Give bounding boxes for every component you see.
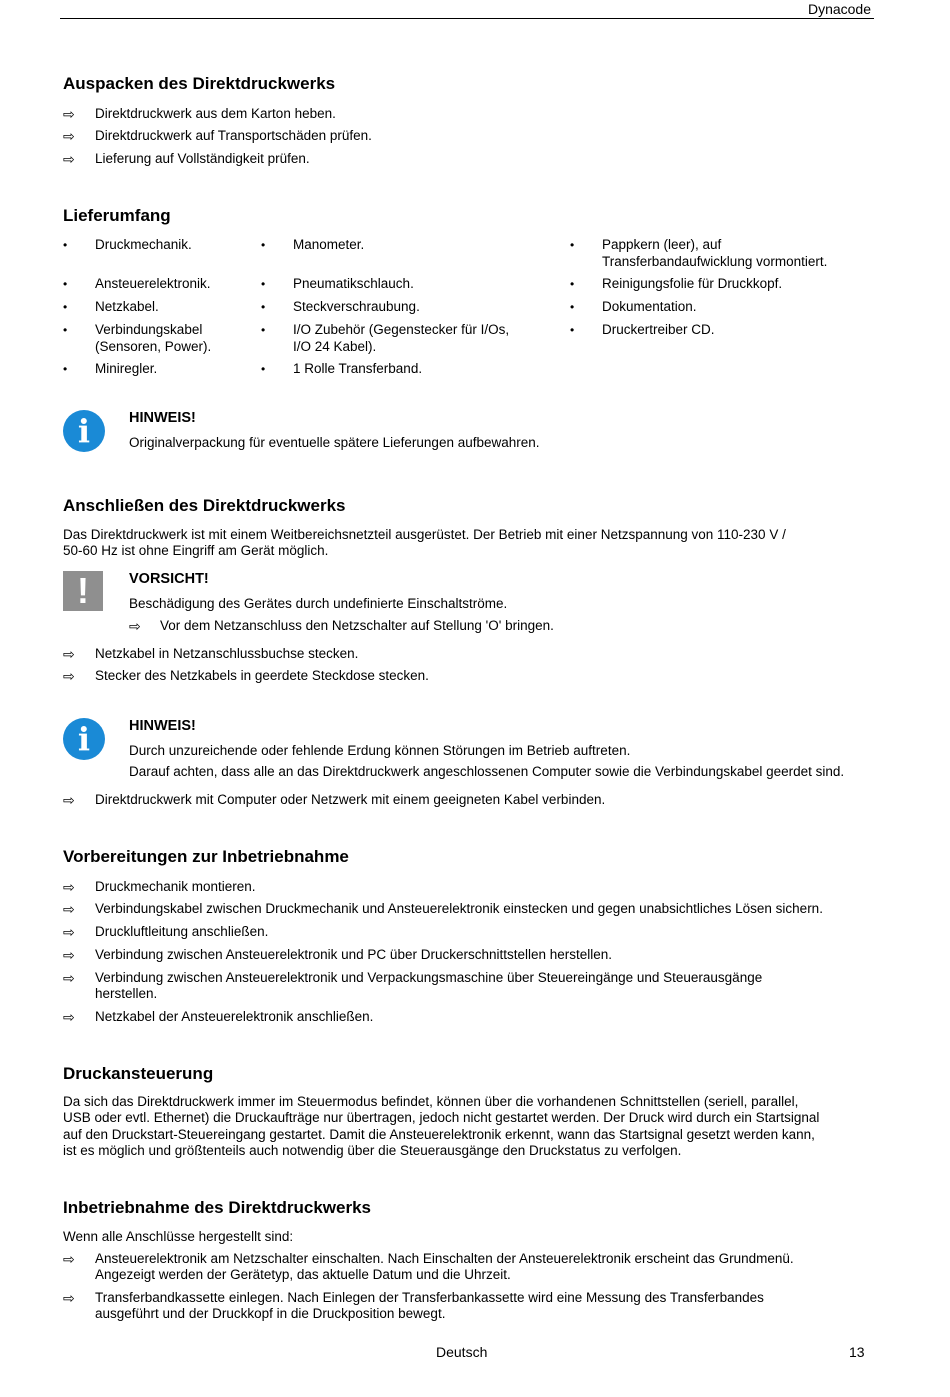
- header-rule: [60, 18, 874, 19]
- list-item: Pneumatikschlauch.: [293, 276, 414, 291]
- step-text: Netzkabel in Netzanschlussbuchse stecken.: [95, 646, 359, 661]
- caution-text: Beschädigung des Gerätes durch undefinierte Einschaltströme.: [129, 596, 508, 611]
- heading-inbetriebnahme: Inbetriebnahme des Direktdruckwerks: [63, 1198, 372, 1217]
- arrow-icon: ⇨: [63, 970, 75, 986]
- intro-text: Wenn alle Anschlüsse hergestellt sind:: [63, 1229, 294, 1244]
- list-item: Druckmechanik.: [95, 237, 192, 252]
- list-item: Netzkabel.: [95, 299, 159, 314]
- step-text: Transferbandkassette einlegen. Nach Einlegen der Transferbankassette wird eine Messung des Transferbandes: [95, 1290, 764, 1305]
- paragraph-line: 50-60 Hz ist ohne Eingriff am Gerät möglich.: [63, 543, 329, 558]
- notice-text: Originalverpackung für eventuelle spätere Lieferungen aufbewahren.: [129, 435, 540, 450]
- arrow-icon: ⇨: [129, 618, 141, 634]
- arrow-icon: ⇨: [63, 646, 75, 662]
- list-item: Pappkern (leer), auf: [602, 237, 722, 252]
- step-text: Verbindung zwischen Ansteuerelektronik und Verpackungsmaschine über Steuereingänge und Steuerausgänge: [95, 970, 763, 985]
- bullet-icon: •: [261, 362, 266, 376]
- step-text-continuation: ausgeführt und der Druckkopf in die Druckposition bewegt.: [95, 1306, 446, 1321]
- step-text: Ansteuerelektronik am Netzschalter einschalten. Nach Einschalten der Ansteuerelektronik erscheint das Grundmenü.: [95, 1251, 794, 1266]
- step-text: Verbindungskabel zwischen Druckmechanik und Ansteuerelektronik einstecken und gegen unabsichtliches Lösen sichern.: [95, 901, 823, 916]
- caution-title: VORSICHT!: [129, 571, 209, 587]
- list-item-continuation: Transferbandaufwicklung vormontiert.: [602, 254, 828, 269]
- list-item: Reinigungsfolie für Druckkopf.: [602, 276, 783, 291]
- arrow-icon: ⇨: [63, 128, 75, 144]
- step-text: Lieferung auf Vollständigkeit prüfen.: [95, 151, 310, 166]
- arrow-icon: ⇨: [63, 901, 75, 917]
- bullet-icon: •: [63, 362, 68, 376]
- bullet-icon: •: [261, 300, 266, 314]
- arrow-icon: ⇨: [63, 106, 75, 122]
- bullet-icon: •: [63, 300, 68, 314]
- step-text: Netzkabel der Ansteuerelektronik anschließen.: [95, 1009, 374, 1024]
- info-icon: i: [63, 410, 105, 452]
- heading-lieferumfang: Lieferumfang: [63, 206, 171, 225]
- arrow-icon: ⇨: [63, 151, 75, 167]
- paragraph-line: auf den Druckstart-Steuereingang gestartet. Damit die Ansteuerelektronik erkennt, wann das Startsignal gesetzt werden kann,: [63, 1127, 815, 1142]
- list-item: Ansteuerelektronik.: [95, 276, 211, 291]
- paragraph-line: USB oder evtl. Ethernet) die Druckaufträge nur übertragen, jedoch nicht gestartet werden. Der Druck wird durch ein Startsignal: [63, 1110, 820, 1125]
- list-item: 1 Rolle Transferband.: [293, 361, 423, 376]
- step-text: Direktdruckwerk auf Transportschäden prüfen.: [95, 128, 372, 143]
- notice-text: Durch unzureichende oder fehlende Erdung können Störungen im Betrieb auftreten.: [129, 743, 631, 758]
- arrow-icon: ⇨: [63, 924, 75, 940]
- list-item: Druckertreiber CD.: [602, 322, 715, 337]
- step-text-continuation: herstellen.: [95, 986, 158, 1001]
- step-text: Druckluftleitung anschließen.: [95, 924, 269, 939]
- heading-vorbereitungen: Vorbereitungen zur Inbetriebnahme: [63, 847, 349, 866]
- bullet-icon: •: [261, 238, 266, 252]
- page-number: 13: [849, 1344, 865, 1360]
- bullet-icon: •: [63, 238, 68, 252]
- paragraph-line: Das Direktdruckwerk ist mit einem Weitbereichsnetzteil ausgerüstet. Der Betrieb mit einer Netzspannung von 110-230 V /: [63, 527, 786, 542]
- list-item: Steckverschraubung.: [293, 299, 420, 314]
- arrow-icon: ⇨: [63, 792, 75, 808]
- heading-druckansteuerung: Druckansteuerung: [63, 1064, 214, 1083]
- bullet-icon: •: [63, 323, 68, 337]
- warning-icon: !: [63, 571, 103, 611]
- bullet-icon: •: [570, 300, 575, 314]
- arrow-icon: ⇨: [63, 1009, 75, 1025]
- arrow-icon: ⇨: [63, 668, 75, 684]
- heading-anschliessen: Anschließen des Direktdruckwerks: [63, 496, 346, 515]
- bullet-icon: •: [570, 277, 575, 291]
- list-item-continuation: I/O 24 Kabel).: [293, 339, 377, 354]
- notice-text: Darauf achten, dass alle an das Direktdruckwerk angeschlossenen Computer sowie die Verbindungskabel geerdet sind.: [129, 764, 845, 779]
- arrow-icon: ⇨: [63, 1290, 75, 1306]
- step-text: Druckmechanik montieren.: [95, 879, 256, 894]
- bullet-icon: •: [570, 323, 575, 337]
- list-item: Verbindungskabel: [95, 322, 203, 337]
- running-header-title: Dynacode: [807, 1, 871, 17]
- step-text-continuation: Angezeigt werden der Gerätetyp, das aktuelle Datum und die Uhrzeit.: [95, 1267, 511, 1282]
- footer-language: Deutsch: [436, 1344, 488, 1360]
- info-icon: i: [63, 718, 105, 760]
- step-text: Direktdruckwerk aus dem Karton heben.: [95, 106, 336, 121]
- paragraph-line: Da sich das Direktdruckwerk immer im Steuermodus befindet, können über die vorhandenen Schnittstellen (seriell, parallel,: [63, 1094, 799, 1109]
- paragraph-line: ist es möglich und größtenteils auch notwendig über die Steuerausgänge den Druckstatus zu verfolgen.: [63, 1143, 682, 1158]
- arrow-icon: ⇨: [63, 947, 75, 963]
- step-text: Direktdruckwerk mit Computer oder Netzwerk mit einem geeigneten Kabel verbinden.: [95, 792, 606, 807]
- step-text: Stecker des Netzkabels in geerdete Steckdose stecken.: [95, 668, 429, 683]
- bullet-icon: •: [261, 323, 266, 337]
- arrow-icon: ⇨: [63, 879, 75, 895]
- bullet-icon: •: [570, 238, 575, 252]
- arrow-icon: ⇨: [63, 1251, 75, 1267]
- list-item-continuation: (Sensoren, Power).: [95, 339, 212, 354]
- caution-step: Vor dem Netzanschluss den Netzschalter auf Stellung 'O' bringen.: [160, 618, 554, 633]
- list-item: Manometer.: [293, 237, 365, 252]
- list-item: I/O Zubehör (Gegenstecker für I/Os,: [293, 322, 510, 337]
- notice-title: HINWEIS!: [129, 718, 196, 734]
- bullet-icon: •: [63, 277, 68, 291]
- list-item: Miniregler.: [95, 361, 158, 376]
- step-text: Verbindung zwischen Ansteuerelektronik und PC über Druckerschnittstellen herstellen.: [95, 947, 613, 962]
- heading-auspacken: Auspacken des Direktdruckwerks: [63, 74, 336, 93]
- notice-title: HINWEIS!: [129, 410, 196, 426]
- bullet-icon: •: [261, 277, 266, 291]
- list-item: Dokumentation.: [602, 299, 697, 314]
